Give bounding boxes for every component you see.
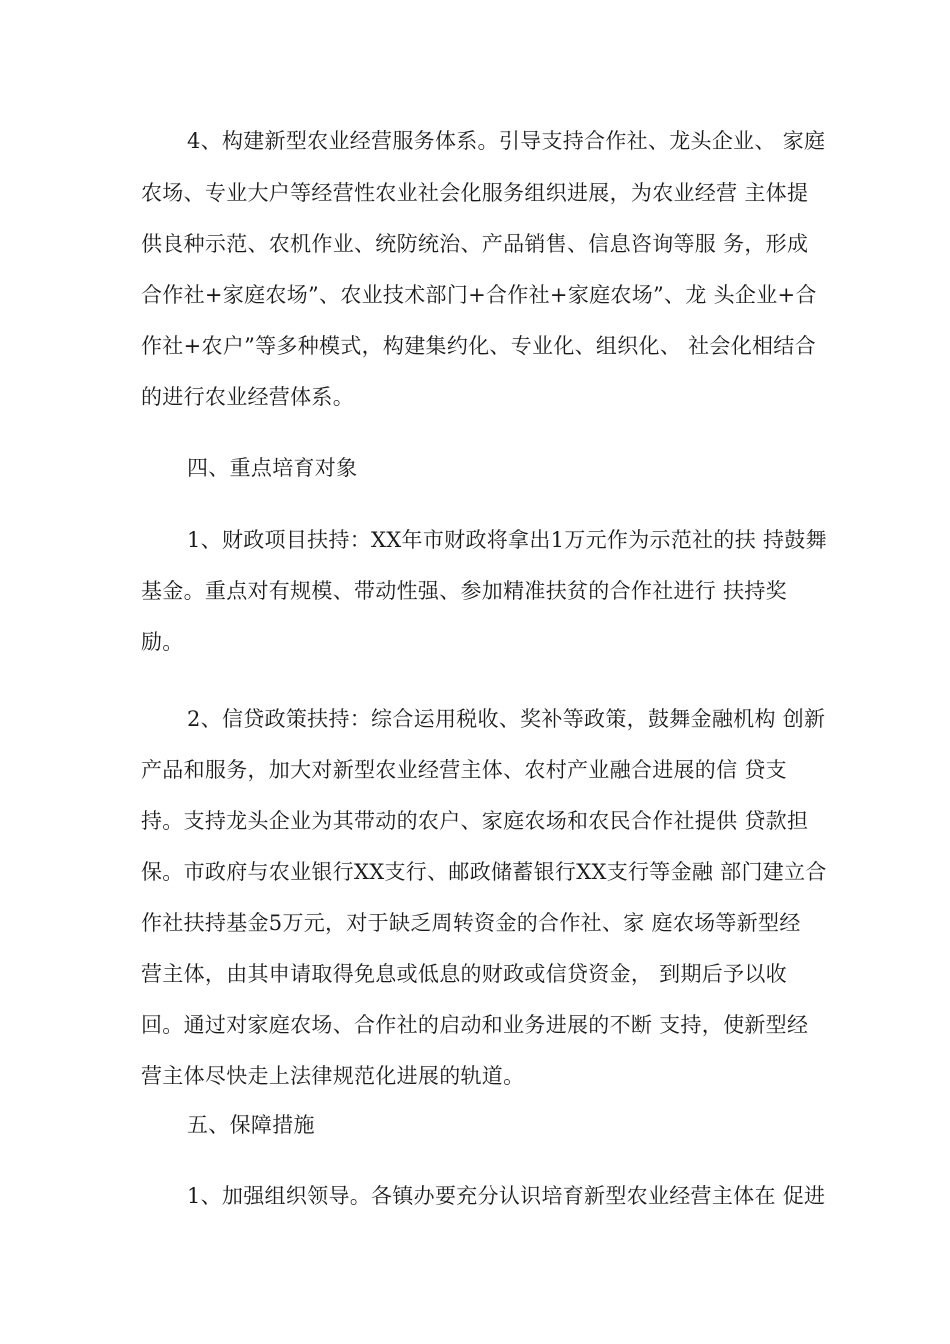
text-line: 作社扶持基金5万元，对于缺乏周转资金的合作社、家 庭农场等新型经 [141, 911, 801, 935]
text-line: 1、财政项目扶持：XX年市财政将拿出1万元作为示范社的扶 持鼓舞 [187, 528, 827, 552]
text-line: 供良种示范、农机作业、统防统治、产品销售、信息咨询等服 务，形成 [141, 232, 809, 256]
text-line: 保。市政府与农业银行XX支行、邮政储蓄银行XX支行等金融 部门建立合 [141, 860, 827, 884]
text-line: 合作社+家庭农场”、农业技术部门+合作社+家庭农场”、龙 头企业+合 [141, 283, 817, 307]
section-heading-focus: 四、重点培育对象 [187, 456, 358, 480]
text-line: 作社+农户”等多种模式，构建集约化、专业化、组织化、 社会化相结合 [141, 334, 816, 358]
text-line: 的进行农业经营体系。 [141, 385, 354, 409]
text-line: 1、加强组织领导。各镇办要充分认识培育新型农业经营主体在 促进 [187, 1184, 826, 1208]
text-line: 4、构建新型农业经营服务体系。引导支持合作社、龙头企业、 家庭 [187, 129, 826, 153]
text-line: 基金。重点对有规模、带动性强、参加精准扶贫的合作社进行 扶持奖 [141, 579, 787, 603]
text-line: 励。 [141, 630, 184, 654]
text-line: 农场、专业大户等经营性农业社会化服务组织进展，为农业经营 主体提 [141, 181, 809, 205]
text-line: 回。通过对家庭农场、合作社的启动和业务进展的不断 支持，使新型经 [141, 1013, 809, 1037]
text-line: 2、信贷政策扶持：综合运用税收、奖补等政策，鼓舞金融机构 创新 [187, 707, 826, 731]
text-line: 营主体尽快走上法律规范化进展的轨道。 [141, 1064, 525, 1088]
section-heading-safeguard: 五、保障措施 [187, 1113, 315, 1137]
text-line: 产品和服务，加大对新型农业经营主体、农村产业融合进展的信 贷支 [141, 758, 787, 782]
text-line: 营主体，由其申请取得免息或低息的财政或信贷资金， 到期后予以收 [141, 962, 787, 986]
text-line: 持。支持龙头企业为其带动的农户、家庭农场和农民合作社提供 贷款担 [141, 809, 809, 833]
